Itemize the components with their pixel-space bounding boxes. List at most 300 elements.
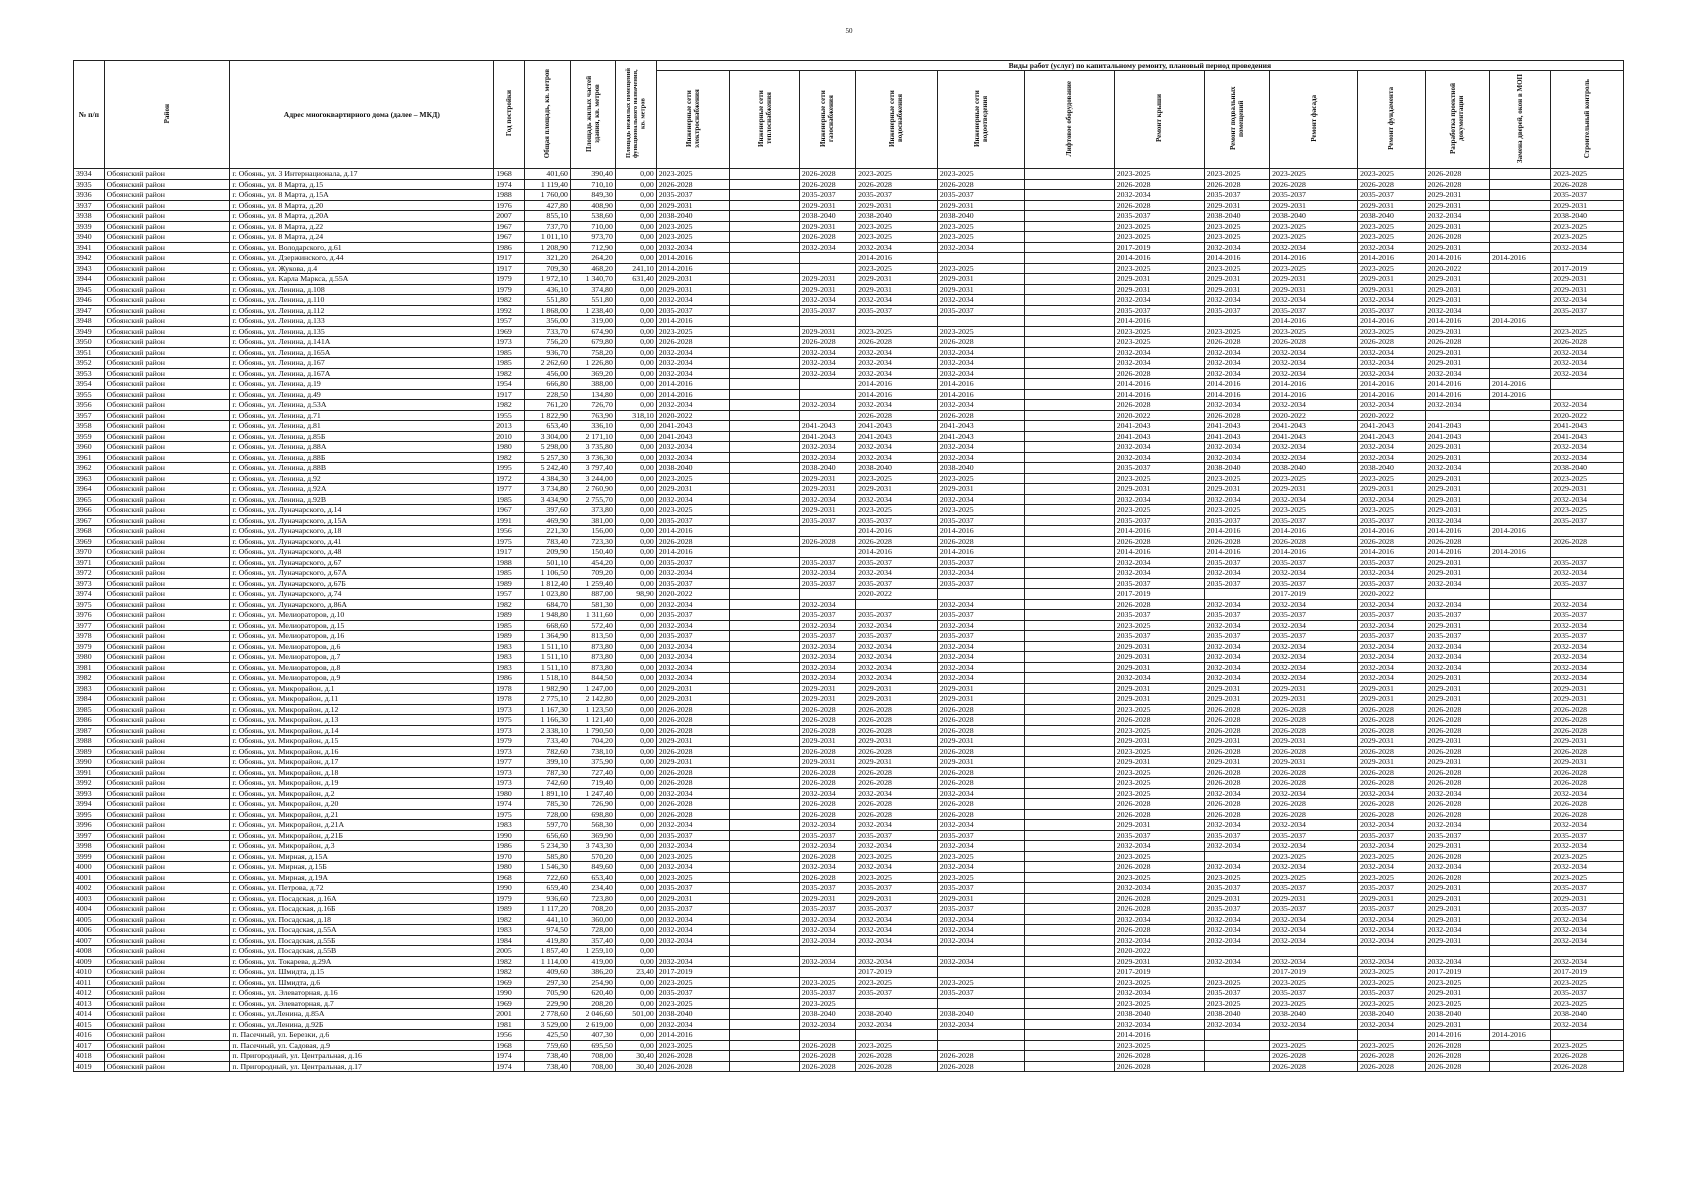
nonres-area-cell: 0,00: [615, 557, 656, 568]
work-period-cell: [730, 841, 800, 852]
row-number: 3939: [74, 221, 105, 232]
work-period-cell: [1024, 505, 1114, 516]
total-area-cell: 1 011,10: [524, 232, 570, 243]
work-period-cell: 2026-2028: [1270, 179, 1358, 190]
header-work-1: Инженерные сети теплоснабжения: [730, 71, 800, 169]
nonres-area-cell: 0,00: [615, 788, 656, 799]
table-row: [74, 799, 1624, 810]
table-row: [74, 337, 1624, 348]
nonres-area-cell: 0,00: [615, 893, 656, 904]
table-row: [74, 935, 1624, 946]
district-cell: Обоянский район: [104, 862, 230, 873]
work-period-cell: 2032-2034: [656, 358, 730, 369]
work-period-cell: 2023-2025: [1204, 169, 1269, 180]
district-cell: Обоянский район: [104, 788, 230, 799]
nonres-area-cell: 0,00: [615, 379, 656, 390]
work-period-cell: 2035-2037: [937, 830, 1024, 841]
total-area-cell: 1 117,20: [524, 904, 570, 915]
work-period-cell: 2032-2034: [799, 841, 855, 852]
work-period-cell: 2017-2019: [856, 967, 938, 978]
work-period-cell: 2026-2028: [799, 725, 855, 736]
work-period-cell: [730, 473, 800, 484]
work-period-cell: 2029-2031: [856, 683, 938, 694]
total-area-cell: 761,20: [524, 400, 570, 411]
total-area-cell: 2 338,10: [524, 725, 570, 736]
living-area-cell: 538,60: [570, 211, 615, 222]
district-cell: Обоянский район: [104, 946, 230, 957]
address-cell: г. Обоянь, ул. Ленина, д.112: [230, 305, 494, 316]
work-period-cell: 2035-2037: [1270, 904, 1358, 915]
work-period-cell: [1489, 358, 1550, 369]
work-period-cell: [730, 1009, 800, 1020]
row-number: 3999: [74, 851, 105, 862]
work-period-cell: 2032-2034: [1551, 925, 1624, 936]
work-period-cell: 2029-2031: [1204, 484, 1269, 495]
work-period-cell: [730, 893, 800, 904]
living-area-cell: 723,30: [570, 536, 615, 547]
work-period-cell: 2023-2025: [937, 851, 1024, 862]
table-row: [74, 557, 1624, 568]
address-cell: г. Обоянь, ул. Луначарского, д.14: [230, 505, 494, 516]
district-cell: Обоянский район: [104, 253, 230, 264]
district-cell: Обоянский район: [104, 368, 230, 379]
work-period-cell: 2032-2034: [937, 925, 1024, 936]
work-period-cell: 2029-2031: [1425, 673, 1489, 684]
work-period-cell: 2032-2034: [1358, 956, 1425, 967]
work-period-cell: 2032-2034: [1358, 295, 1425, 306]
year-cell: 1981: [494, 1019, 525, 1030]
work-period-cell: 2023-2025: [1270, 263, 1358, 274]
nonres-area-cell: 0,00: [615, 1030, 656, 1041]
work-period-cell: 2026-2028: [1425, 872, 1489, 883]
work-period-cell: [1024, 788, 1114, 799]
nonres-area-cell: 0,00: [615, 862, 656, 873]
work-period-cell: 2032-2034: [1425, 400, 1489, 411]
work-period-cell: 2023-2025: [1358, 1040, 1425, 1051]
work-period-cell: 2035-2037: [1358, 190, 1425, 201]
nonres-area-cell: 0,00: [615, 799, 656, 810]
total-area-cell: 787,30: [524, 767, 570, 778]
work-period-cell: [730, 599, 800, 610]
work-period-cell: [1489, 925, 1550, 936]
address-cell: г. Обоянь, ул. Ленина, д.81: [230, 421, 494, 432]
total-area-cell: 321,20: [524, 253, 570, 264]
work-period-cell: 2029-2031: [1425, 683, 1489, 694]
work-period-cell: 2026-2028: [1425, 169, 1489, 180]
total-area-cell: 756,20: [524, 337, 570, 348]
work-period-cell: 2029-2031: [656, 484, 730, 495]
work-period-cell: 2029-2031: [656, 893, 730, 904]
table-row: [74, 809, 1624, 820]
table-row: [74, 200, 1624, 211]
work-period-cell: [1489, 1019, 1550, 1030]
total-area-cell: 2 778,60: [524, 1009, 570, 1020]
year-cell: 1991: [494, 515, 525, 526]
work-period-cell: 2032-2034: [656, 295, 730, 306]
work-period-cell: 2023-2025: [656, 977, 730, 988]
row-number: 3949: [74, 326, 105, 337]
table-row: [74, 515, 1624, 526]
row-number: 4003: [74, 893, 105, 904]
work-period-cell: 2035-2037: [1358, 830, 1425, 841]
work-period-cell: [730, 914, 800, 925]
work-period-cell: 2041-2043: [656, 421, 730, 432]
work-period-cell: 2032-2034: [937, 494, 1024, 505]
living-area-cell: 873,80: [570, 652, 615, 663]
work-period-cell: [730, 589, 800, 600]
work-period-cell: 2029-2031: [1425, 893, 1489, 904]
work-period-cell: 2032-2034: [1425, 641, 1489, 652]
work-period-cell: 2035-2037: [799, 557, 855, 568]
living-area-cell: 1 123,50: [570, 704, 615, 715]
row-number: 3993: [74, 788, 105, 799]
work-period-cell: 2014-2016: [937, 526, 1024, 537]
row-number: 4015: [74, 1019, 105, 1030]
work-period-cell: 2035-2037: [1204, 190, 1269, 201]
row-number: 3962: [74, 463, 105, 474]
table-row: [74, 1009, 1624, 1020]
work-period-cell: [1489, 998, 1550, 1009]
work-period-cell: 2029-2031: [1425, 221, 1489, 232]
living-area-cell: 1 238,40: [570, 305, 615, 316]
work-period-cell: 2023-2025: [1270, 232, 1358, 243]
work-period-cell: 2023-2025: [1114, 505, 1204, 516]
work-period-cell: 2032-2034: [1551, 442, 1624, 453]
year-cell: 1983: [494, 641, 525, 652]
address-cell: г. Обоянь, ул. Микрорайон, д.21Б: [230, 830, 494, 841]
nonres-area-cell: 0,00: [615, 284, 656, 295]
work-period-cell: 2032-2034: [856, 452, 938, 463]
total-area-cell: 1 891,10: [524, 788, 570, 799]
district-cell: Обоянский район: [104, 736, 230, 747]
header-living-area: Площадь жилых частей здания, кв. метров: [570, 61, 615, 169]
work-period-cell: [730, 1061, 800, 1072]
table-row: [74, 641, 1624, 652]
work-period-cell: [1489, 568, 1550, 579]
work-period-cell: 2035-2037: [1204, 904, 1269, 915]
work-period-cell: 2020-2022: [1114, 946, 1204, 957]
work-period-cell: 2026-2028: [799, 337, 855, 348]
year-cell: 1974: [494, 179, 525, 190]
work-period-cell: [1358, 1030, 1425, 1041]
living-area-cell: 738,10: [570, 746, 615, 757]
work-period-cell: 2023-2025: [1270, 977, 1358, 988]
work-period-cell: [1489, 1009, 1550, 1020]
living-area-cell: 1 790,50: [570, 725, 615, 736]
work-period-cell: 2029-2031: [656, 757, 730, 768]
work-period-cell: [730, 358, 800, 369]
work-period-cell: [730, 778, 800, 789]
work-period-cell: 2038-2040: [1204, 211, 1269, 222]
work-period-cell: [1024, 662, 1114, 673]
work-period-cell: 2032-2034: [1270, 295, 1358, 306]
work-period-cell: 2023-2025: [937, 221, 1024, 232]
work-period-cell: 2032-2034: [1114, 494, 1204, 505]
work-period-cell: 2035-2037: [1358, 610, 1425, 621]
address-cell: г. Обоянь, ул. Мелиораторов, д.16: [230, 631, 494, 642]
year-cell: 1989: [494, 631, 525, 642]
work-period-cell: 2032-2034: [1114, 914, 1204, 925]
work-period-cell: 2035-2037: [1551, 515, 1624, 526]
table-row: [74, 820, 1624, 831]
total-area-cell: 356,00: [524, 316, 570, 327]
year-cell: 1976: [494, 200, 525, 211]
row-number: 3991: [74, 767, 105, 778]
row-number: 3957: [74, 410, 105, 421]
total-area-cell: 666,80: [524, 379, 570, 390]
work-period-cell: 2026-2028: [1551, 1061, 1624, 1072]
address-cell: г. Обоянь, ул. Луначарского, д.67А: [230, 568, 494, 579]
living-area-cell: 581,30: [570, 599, 615, 610]
address-cell: г. Обоянь, ул. Посадская, д.55А: [230, 925, 494, 936]
work-period-cell: 2032-2034: [1551, 788, 1624, 799]
total-area-cell: 668,60: [524, 620, 570, 631]
work-period-cell: 2023-2025: [1270, 326, 1358, 337]
work-period-cell: 2032-2034: [799, 358, 855, 369]
nonres-area-cell: 0,00: [615, 253, 656, 264]
work-period-cell: 2023-2025: [1114, 232, 1204, 243]
table-row: [74, 1061, 1624, 1072]
work-period-cell: [799, 253, 855, 264]
year-cell: 1917: [494, 253, 525, 264]
work-period-cell: 2032-2034: [856, 788, 938, 799]
work-period-cell: 2014-2016: [856, 526, 938, 537]
work-period-cell: 2026-2028: [799, 1051, 855, 1062]
table-row: [74, 988, 1624, 999]
district-cell: Обоянский район: [104, 977, 230, 988]
work-period-cell: 2029-2031: [1425, 494, 1489, 505]
work-period-cell: 2035-2037: [937, 515, 1024, 526]
work-period-cell: 2032-2034: [1425, 652, 1489, 663]
work-period-cell: 2014-2016: [937, 547, 1024, 558]
total-area-cell: 709,30: [524, 263, 570, 274]
nonres-area-cell: 23,40: [615, 967, 656, 978]
work-period-cell: [1489, 830, 1550, 841]
work-period-cell: 2026-2028: [1204, 704, 1269, 715]
work-period-cell: 2026-2028: [1358, 725, 1425, 736]
work-period-cell: 2032-2034: [656, 788, 730, 799]
work-period-cell: 2014-2016: [937, 379, 1024, 390]
work-period-cell: 2014-2016: [1358, 316, 1425, 327]
row-number: 3951: [74, 347, 105, 358]
year-cell: 1968: [494, 169, 525, 180]
work-period-cell: 2014-2016: [1425, 253, 1489, 264]
row-number: 4019: [74, 1061, 105, 1072]
address-cell: г. Обоянь, ул. 8 Марта, д.22: [230, 221, 494, 232]
work-period-cell: 2032-2034: [1204, 841, 1269, 852]
nonres-area-cell: 0,00: [615, 505, 656, 516]
year-cell: 1985: [494, 358, 525, 369]
total-area-cell: 5 298,00: [524, 442, 570, 453]
work-period-cell: 2023-2025: [1358, 505, 1425, 516]
total-area-cell: 469,90: [524, 515, 570, 526]
table-row: [74, 305, 1624, 316]
nonres-area-cell: 0,00: [615, 1040, 656, 1051]
work-period-cell: 2023-2025: [1551, 169, 1624, 180]
address-cell: г. Обоянь, ул.Ленина, д.92Б: [230, 1019, 494, 1030]
table-row: [74, 1040, 1624, 1051]
work-period-cell: [799, 410, 855, 421]
work-period-cell: [730, 379, 800, 390]
work-period-cell: 2032-2034: [1114, 935, 1204, 946]
work-period-cell: 2032-2034: [799, 442, 855, 453]
living-area-cell: 710,00: [570, 221, 615, 232]
work-period-cell: 2026-2028: [937, 1051, 1024, 1062]
address-cell: г. Обоянь, ул. Микрорайон, д.20: [230, 799, 494, 810]
work-period-cell: 2032-2034: [856, 368, 938, 379]
work-period-cell: [1489, 757, 1550, 768]
work-period-cell: 2032-2034: [937, 620, 1024, 631]
work-period-cell: [730, 274, 800, 285]
work-period-cell: 2023-2025: [656, 473, 730, 484]
work-period-cell: [1204, 967, 1269, 978]
work-period-cell: 2035-2037: [937, 578, 1024, 589]
year-cell: 1967: [494, 232, 525, 243]
year-cell: 1982: [494, 295, 525, 306]
district-cell: Обоянский район: [104, 694, 230, 705]
total-area-cell: 3 734,80: [524, 484, 570, 495]
work-period-cell: 2017-2019: [1114, 242, 1204, 253]
nonres-area-cell: 0,00: [615, 620, 656, 631]
work-period-cell: [730, 715, 800, 726]
work-period-cell: 2032-2034: [799, 673, 855, 684]
work-period-cell: 2026-2028: [799, 851, 855, 862]
work-period-cell: 2023-2025: [1551, 977, 1624, 988]
work-period-cell: [1489, 725, 1550, 736]
district-cell: Обоянский район: [104, 400, 230, 411]
nonres-area-cell: 0,00: [615, 547, 656, 558]
work-period-cell: [730, 1019, 800, 1030]
nonres-area-cell: 0,00: [615, 851, 656, 862]
work-period-cell: 2014-2016: [1114, 389, 1204, 400]
work-period-cell: [1489, 1051, 1550, 1062]
row-number: 3936: [74, 190, 105, 201]
nonres-area-cell: 0,00: [615, 599, 656, 610]
living-area-cell: 973,70: [570, 232, 615, 243]
address-cell: г. Обоянь, ул. Луначарского, д.74: [230, 589, 494, 600]
work-period-cell: 2035-2037: [1358, 578, 1425, 589]
work-period-cell: [856, 316, 938, 327]
work-period-cell: [1489, 263, 1550, 274]
table-row: [74, 442, 1624, 453]
work-period-cell: 2032-2034: [937, 358, 1024, 369]
work-period-cell: 2029-2031: [1204, 757, 1269, 768]
living-area-cell: 2 760,90: [570, 484, 615, 495]
address-cell: г. Обоянь, ул. Микрорайон, д.13: [230, 715, 494, 726]
work-period-cell: 2032-2034: [856, 347, 938, 358]
work-period-cell: [1204, 1061, 1269, 1072]
total-area-cell: 1 972,10: [524, 274, 570, 285]
table-row: [74, 421, 1624, 432]
work-period-cell: 2020-2022: [1270, 410, 1358, 421]
row-number: 3992: [74, 778, 105, 789]
address-cell: г. Обоянь, ул. Ленина, д.19: [230, 379, 494, 390]
row-number: 3935: [74, 179, 105, 190]
living-area-cell: 712,90: [570, 242, 615, 253]
work-period-cell: [1489, 169, 1550, 180]
work-period-cell: 2032-2034: [937, 956, 1024, 967]
work-period-cell: 2035-2037: [937, 631, 1024, 642]
address-cell: г. Обоянь, ул. Мелиораторов, д.7: [230, 652, 494, 663]
work-period-cell: [1024, 389, 1114, 400]
work-period-cell: 2032-2034: [1270, 568, 1358, 579]
work-period-cell: [1489, 809, 1550, 820]
total-area-cell: 974,50: [524, 925, 570, 936]
work-period-cell: 2023-2025: [656, 998, 730, 1009]
work-period-cell: 2029-2031: [1425, 284, 1489, 295]
living-area-cell: 728,00: [570, 925, 615, 936]
work-period-cell: 2032-2034: [1425, 820, 1489, 831]
district-cell: Обоянский район: [104, 316, 230, 327]
total-area-cell: 1 812,40: [524, 578, 570, 589]
work-period-cell: [937, 253, 1024, 264]
work-period-cell: [1489, 463, 1550, 474]
work-period-cell: 2023-2025: [937, 169, 1024, 180]
work-period-cell: 2026-2028: [1114, 536, 1204, 547]
row-number: 3944: [74, 274, 105, 285]
work-period-cell: [1551, 1030, 1624, 1041]
work-period-cell: [730, 830, 800, 841]
work-period-cell: [1489, 536, 1550, 547]
total-area-cell: 1 948,80: [524, 610, 570, 621]
work-period-cell: 2032-2034: [937, 788, 1024, 799]
work-period-cell: 2023-2025: [1551, 851, 1624, 862]
total-area-cell: 1 868,00: [524, 305, 570, 316]
nonres-area-cell: 0,00: [615, 977, 656, 988]
work-period-cell: 2017-2019: [1551, 967, 1624, 978]
work-period-cell: 2026-2028: [1270, 715, 1358, 726]
work-period-cell: 2029-2031: [1270, 284, 1358, 295]
year-cell: 1992: [494, 305, 525, 316]
work-period-cell: 2038-2040: [1204, 463, 1269, 474]
row-number: 3947: [74, 305, 105, 316]
living-area-cell: 568,30: [570, 820, 615, 831]
work-period-cell: 2032-2034: [656, 925, 730, 936]
district-cell: Обоянский район: [104, 389, 230, 400]
work-period-cell: 2032-2034: [1270, 914, 1358, 925]
work-period-cell: 2032-2034: [937, 347, 1024, 358]
total-area-cell: 5 257,30: [524, 452, 570, 463]
table-row: [74, 673, 1624, 684]
district-cell: Обоянский район: [104, 820, 230, 831]
table-row: [74, 662, 1624, 673]
work-period-cell: 2035-2037: [1551, 557, 1624, 568]
nonres-area-cell: 98,90: [615, 589, 656, 600]
living-area-cell: 156,00: [570, 526, 615, 537]
living-area-cell: 134,80: [570, 389, 615, 400]
work-period-cell: 2032-2034: [937, 452, 1024, 463]
living-area-cell: 708,00: [570, 1061, 615, 1072]
work-period-cell: 2032-2034: [799, 599, 855, 610]
work-period-cell: [1489, 872, 1550, 883]
row-number: 4016: [74, 1030, 105, 1041]
work-period-cell: 2032-2034: [1425, 305, 1489, 316]
work-period-cell: 2026-2028: [1551, 746, 1624, 757]
work-period-cell: 2026-2028: [1358, 337, 1425, 348]
work-period-cell: 2032-2034: [1425, 788, 1489, 799]
address-cell: г. Обоянь, ул. Ленина, д.108: [230, 284, 494, 295]
total-area-cell: 733,70: [524, 326, 570, 337]
work-period-cell: 2029-2031: [1425, 484, 1489, 495]
work-period-cell: 2035-2037: [856, 557, 938, 568]
address-cell: г. Обоянь, ул. Ленина, д.85Б: [230, 431, 494, 442]
work-period-cell: 2026-2028: [1425, 1051, 1489, 1062]
work-period-cell: [1489, 484, 1550, 495]
work-period-cell: [1024, 778, 1114, 789]
work-period-cell: 2032-2034: [799, 662, 855, 673]
total-area-cell: 855,10: [524, 211, 570, 222]
work-period-cell: 2014-2016: [1489, 526, 1550, 537]
